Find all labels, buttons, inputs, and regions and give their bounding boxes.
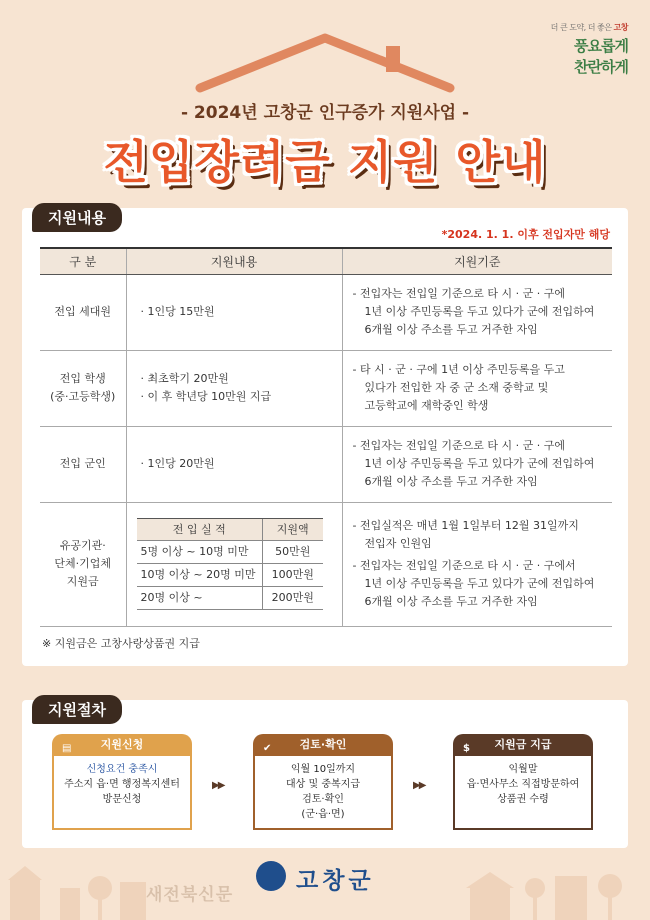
gochang-logo-text: 고창군 bbox=[296, 868, 375, 894]
table-row bbox=[40, 426, 612, 502]
row-criteria: - 타 시 · 군 · 구에 1년 이상 주민등록을 두고 있다가 전입한 자 중 군 소재 중학교 및 고등학교에 재학중인 학생 bbox=[342, 350, 612, 426]
step-apply: ▤ 지원신청 신청요건 충족시 주소지 읍·면 행정복지센터 방문신청 bbox=[52, 734, 192, 830]
procedure-steps bbox=[0, 734, 650, 834]
slogan-line1: 풍요롭게 bbox=[574, 37, 628, 55]
money-icon: $ bbox=[463, 743, 470, 754]
document-icon: ▤ bbox=[62, 743, 72, 754]
check-icon: ✔ bbox=[263, 743, 272, 754]
eligibility-note: *2024. 1. 1. 이후 전입자만 해당 bbox=[441, 228, 610, 241]
row-content: · 최초학기 20만원 · 이 후 학년당 10만원 지급 bbox=[126, 350, 342, 426]
row-content bbox=[126, 502, 342, 626]
column-header: 지원기준 bbox=[342, 248, 612, 274]
row-criteria: - 전입자는 전입일 기준으로 타 시 · 군 · 구에 1년 이상 주민등록을 두고 있다가 군에 전입하여 6개월 이상 주소를 두고 거주한 자임 bbox=[342, 274, 612, 350]
arrow-icon: ▶▶ bbox=[413, 780, 425, 791]
inner-header: 지원액 bbox=[263, 519, 323, 541]
table-row bbox=[40, 274, 612, 350]
page-title: 전입장려금 지원 안내 bbox=[103, 135, 547, 189]
inner-header: 전 입 실 적 bbox=[137, 519, 263, 541]
column-header: 지원내용 bbox=[126, 248, 342, 274]
support-table bbox=[40, 247, 612, 627]
subtitle: - 2024년 고창군 인구증가 지원사업 - bbox=[180, 103, 470, 123]
watermark: 새전북신문 bbox=[146, 885, 234, 905]
row-criteria: - 전입자는 전입일 기준으로 타 시 · 군 · 구에 1년 이상 주민등록을 두고 있다가 군에 전입하여 6개월 이상 주소를 두고 거주한 자임 bbox=[342, 426, 612, 502]
section-tab-support: 지원내용 bbox=[32, 203, 122, 232]
step-payment: $ 지원금 지급 익월말 읍·면사무소 직접방문하여 상품권 수령 bbox=[453, 734, 593, 830]
table-row bbox=[40, 502, 612, 626]
table-row bbox=[40, 350, 612, 426]
inner-row: 5명 이상 ~ 10명 미만 50만원 bbox=[137, 541, 323, 564]
row-category: 전입 학생 (중·고등학생) bbox=[40, 350, 126, 426]
roof-icon bbox=[0, 0, 650, 110]
section-tab-procedure: 지원절차 bbox=[32, 695, 122, 724]
column-header: 구 분 bbox=[40, 248, 126, 274]
row-category: 유공기관· 단체·기업체 지원금 bbox=[40, 502, 126, 626]
row-category: 전입 세대원 bbox=[40, 274, 126, 350]
gochang-logo-icon bbox=[256, 861, 286, 891]
inner-row: 20명 이상 ~ 200만원 bbox=[137, 587, 323, 610]
slogan-top: 더 큰 도약, 더 좋은 고창 bbox=[550, 23, 628, 32]
step-review: ✔ 검토·확인 익월 10일까지 대상 및 중복지급 검토·확인 (군·읍·면) bbox=[253, 734, 393, 830]
row-content: · 1인당 20만원 bbox=[126, 426, 342, 502]
arrow-icon: ▶▶ bbox=[212, 780, 224, 791]
inner-row: 10명 이상 ~ 20명 미만 100만원 bbox=[137, 564, 323, 587]
row-criteria: - 전입실적은 매년 1월 1일부터 12월 31일까지 전입자 인원임 - 전입자는 전입일 기준으로 타 시 · 군 · 구에서 1년 이상 주민등록을 두고 있다가 군에 전입하여 6개월 이상 주소를 두고 거주한 자임 bbox=[342, 502, 612, 626]
row-category: 전입 군인 bbox=[40, 426, 126, 502]
footnote: ※ 지원금은 고창사랑상품권 지급 bbox=[42, 637, 200, 650]
row-content: · 1인당 15만원 bbox=[126, 274, 342, 350]
inner-table bbox=[137, 518, 323, 610]
slogan-line2: 찬란하게 bbox=[574, 58, 628, 76]
